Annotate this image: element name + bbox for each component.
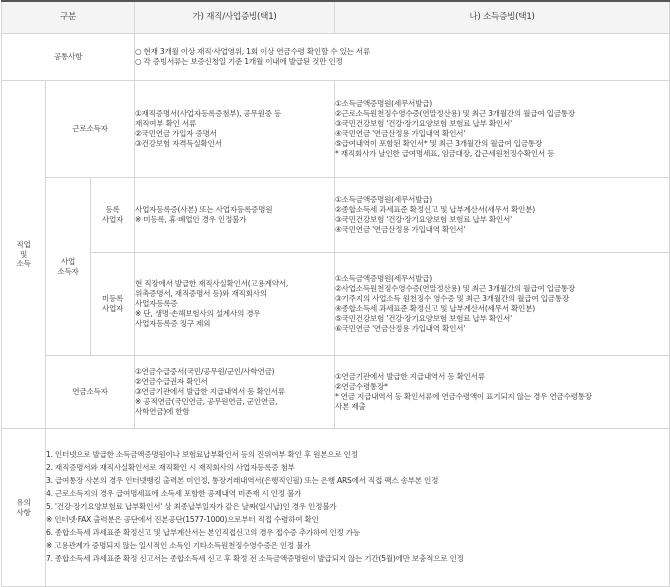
registered-na-line: ③국민건강보험 '건강·장기요양보험 보험료 납부 확인서'	[335, 215, 512, 224]
pension-na	[335, 356, 670, 429]
unregistered-na-line: ⑥국민연금 '연금산정용 가입내역 확인서'	[335, 323, 466, 333]
general-worker-ga	[135, 81, 335, 178]
registered-business-label	[91, 178, 135, 253]
note-line: 6. 종합소득세 과세표준 확정신고 및 납부계산서는 본인직접신고의 경우 접수증 추가하여 인정 가능	[46, 527, 360, 537]
business-label-line: 소득자	[57, 266, 79, 276]
unregistered-na-line: ④종합소득세 과세표준 확정신고 및 납부계산서(세무서 확인분)	[335, 304, 535, 313]
general-na-line: ②근로소득원천징수영수증(연말정산용) 및 최근 3개월간의 월급여 입금통장	[335, 109, 575, 119]
common-line: ○ 각 증빙서류는 보증신청일 기준 1개월 이내에 발급된 것만 인정	[135, 57, 343, 66]
general-ga-line: 재직여부 확인 서류	[135, 119, 197, 129]
general-na-line: ①소득금액증명원(세무서발급)	[335, 99, 433, 109]
unregistered-label-line: 미등록	[101, 294, 124, 304]
job-income-label-line: 직업	[16, 239, 31, 249]
general-na-line: * 재직회사가 날인한 급여명세표, 임금대장, 갑근세원천징수확인서 등	[335, 148, 555, 158]
note-line: ※ 고용관계가 증명되지 않는 일시적인 소득인 기타소득원천징수영수증은 인정 불가	[46, 540, 311, 550]
job-income-label-line: 소득	[16, 259, 31, 269]
unregistered-ga-line: 사업자등록증 징구 제외	[135, 318, 211, 328]
pension-ga-line: ※ 공적연금(국민연금, 공무원연금, 군인연금,	[135, 396, 278, 406]
pension-ga-line: ①연금수급증서(국민/공무원/군인/사학연금)	[135, 367, 275, 377]
document-table	[1, 0, 670, 587]
registered-ga-line: ※ 미등록, 휴·폐업인 경우 인정불가	[135, 215, 247, 224]
general-ga-line: ②국민연금 가입자 증명서	[135, 129, 217, 138]
general-na-line: ③국민건강보험 '건강·장기요양보험 보험료 납부 확인서'	[335, 119, 512, 129]
note-line: 3. 급여통장 사본의 경우 인터넷뱅킹 출력본 미인정, 통장거래내역서(은행직인필) 또는 은행 ARS에서 직접 팩스 송부본 인정	[46, 476, 439, 486]
unregistered-business-label	[91, 253, 135, 356]
unregistered-ga-line: ※ 단, 생명·손해보험사의 설계사의 경우	[135, 308, 261, 318]
pension-row	[2, 356, 670, 429]
general-worker-na	[335, 81, 670, 178]
registered-business-row	[2, 178, 670, 253]
notes-row	[2, 429, 670, 587]
pension-ga-line: ③연금기관에서 발급한 지급내역서 등 확인서류	[135, 387, 285, 397]
header-category: 구분	[2, 1, 135, 34]
common-label: 공통사항	[2, 34, 135, 81]
unregistered-na-line: ①소득금액증명원(세무서발급)	[335, 274, 433, 284]
pension-ga-line: ②연금수급권자 확인서	[135, 377, 208, 387]
pension-ga-line: 사학연금)에 한함	[135, 406, 190, 416]
registered-business-na	[335, 178, 670, 253]
unregistered-na-line: ⑤국민건강보험 '건강·장기요양보험 보험료 납부 확인서'	[335, 313, 512, 323]
business-label-line: 사업	[60, 256, 76, 266]
header-ga: 가) 재직/사업증빙(택1)	[135, 1, 335, 34]
notes-label-line: 유의	[16, 497, 31, 507]
general-worker-row	[2, 81, 670, 178]
pension-label: 연금소득자	[46, 356, 135, 429]
note-line: 2. 재직증명서와 재직사실확인서로 재직확인 시 재직회사의 사업자등록증 첨부	[46, 463, 295, 473]
general-na-line: ④국민연금 '연금산정용 가입내역 확인서'	[335, 129, 466, 138]
note-line: ※ 인터넷·FAX 출력분은 공단에서 진본공단(1577-1000)으로부터 직접 수령하여 확인	[46, 514, 319, 524]
note-line: 4. 근로소득지의 경우 급여명세표에 소득세 포함한 공제내역 미존재 시 인정 불가	[46, 489, 302, 499]
unregistered-na-line: ③기주지의 사업소득 원천징수 영수증 및 최근 3개월간의 월급여 입금통장	[335, 294, 569, 304]
unregistered-ga-line: 현 직장에서 발급한 재직사실확인서(고용계약서,	[135, 279, 289, 289]
unregistered-business-na	[335, 253, 670, 356]
registered-na-line: ④국민연금 '연금산정용 가입내역 확인서'	[335, 224, 466, 234]
unregistered-na-line: ②사업소득원천징수영수증(연말정산용) 및 최근 3개월간의 월급여 입금통장	[335, 284, 575, 294]
note-line: 5. '건강·장기요양보험료 납부확인서' 상 최종납부일자가 같은 날짜(일시납)인 경우 인정불가	[46, 502, 337, 512]
unregistered-business-ga	[135, 253, 335, 356]
registered-label-line: 등록	[105, 205, 120, 215]
pension-na-line: 사본 제출	[335, 401, 366, 411]
general-ga-line: ③건강보험 자격득실확인서	[135, 138, 222, 148]
pension-na-line: * 연금 지급내역서 등 확인서류에 연금수령액이 표기되지 않는 경우 연금수령통장	[335, 392, 592, 401]
unregistered-business-row	[2, 253, 670, 356]
common-content	[135, 34, 670, 81]
registered-na-line: ②종합소득세 과세표준 확정신고 및 납부계산서(세무서 확인분)	[335, 205, 535, 215]
registered-business-ga	[135, 178, 335, 253]
general-na-line: ⑤급여내역이 포함된 확인서* 및 최근 3개월간의 월급여 입금통장	[335, 138, 542, 148]
job-income-label-line: 및	[19, 249, 28, 259]
unregistered-ga-line: 위촉증명서, 재직증명서 등)와 재직회사의	[135, 289, 267, 299]
pension-na-line: ②연금수령통장*	[335, 382, 388, 392]
pension-na-line: ①연금기관에서 발급한 지급내역서 등 확인서류	[335, 372, 485, 382]
header-row	[2, 1, 670, 34]
common-line: ○ 현재 3개월 이상 재직·사업영위, 1회 이상 연금수령 확인할 수 있는 서류	[135, 47, 370, 57]
notes-label	[2, 429, 46, 587]
business-income-label	[46, 178, 91, 356]
common-row	[2, 34, 670, 81]
unregistered-label-line: 사업자	[101, 304, 124, 313]
job-income-label	[2, 81, 46, 429]
notes-label-line: 사항	[16, 507, 31, 517]
general-worker-label: 근로소득자	[46, 81, 135, 178]
registered-label-line: 사업자	[101, 215, 124, 224]
note-line: 7. 종합소득세 과세표준 확정 신고서는 종합소득세 신고 후 확정 전 소득금액증명원이 발급되지 않는 기간(5월)에만 보충적으로 인정	[46, 553, 464, 563]
registered-ga-line: 사업자등록증(사본) 또는 사업자등록증명원	[135, 205, 273, 215]
unregistered-ga-line: 사업자등록증	[135, 299, 178, 309]
header-na: 나) 소득증빙(택1)	[335, 1, 670, 34]
pension-ga	[135, 356, 335, 429]
registered-na-line: ①소득금액증명원(세무서발급)	[335, 195, 433, 205]
general-ga-line: ①재직증명서(사업자등록증첨부), 공무원증 등	[135, 109, 282, 119]
note-line: 1. 인터넷으로 발급한 소득금액증명원이나 보험료납부확인서 등의 진위여부 확인 후 원본으로 인정	[46, 450, 358, 460]
notes-content	[46, 429, 670, 587]
